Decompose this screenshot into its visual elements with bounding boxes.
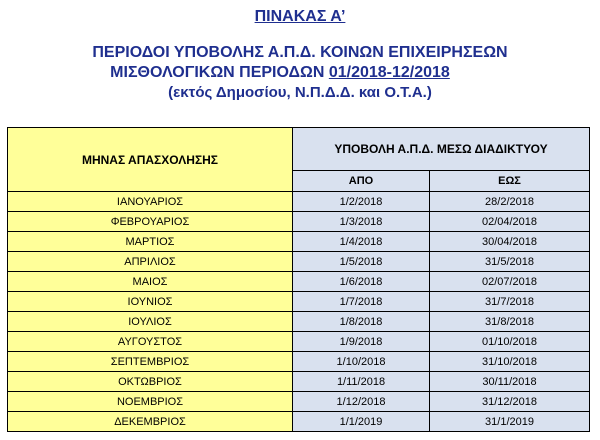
- month-cell: ΜΑΡΤΙΟΣ: [8, 232, 293, 252]
- from-date-cell: 1/4/2018: [293, 232, 430, 252]
- from-date-cell: 1/5/2018: [293, 252, 430, 272]
- heading-line-2: [0, 63, 600, 83]
- table-row: [8, 292, 590, 312]
- from-date-cell: 1/9/2018: [293, 332, 430, 352]
- table-row: [8, 372, 590, 392]
- table-row: [8, 252, 590, 272]
- table-row: [8, 352, 590, 372]
- column-header-to: ΕΩΣ: [430, 171, 590, 192]
- month-cell: ΙΟΥΝΙΟΣ: [8, 292, 293, 312]
- to-date-cell: 31/12/2018: [430, 392, 590, 412]
- month-cell: ΝΟΕΜΒΡΙΟΣ: [8, 392, 293, 412]
- to-date-cell: 31/7/2018: [430, 292, 590, 312]
- to-date-cell: 02/04/2018: [430, 212, 590, 232]
- heading-line-3: (εκτός Δημοσίου, Ν.Π.Δ.Δ. και Ο.Τ.Α.): [168, 84, 432, 101]
- month-cell: ΙΑΝΟΥΑΡΙΟΣ: [8, 192, 293, 212]
- to-date-cell: 31/10/2018: [430, 352, 590, 372]
- month-cell: ΜΑΙΟΣ: [8, 272, 293, 292]
- month-cell: ΦΕΒΡΟΥΑΡΙΟΣ: [8, 212, 293, 232]
- to-date-cell: 30/04/2018: [430, 232, 590, 252]
- from-date-cell: 1/2/2018: [293, 192, 430, 212]
- from-date-cell: 1/8/2018: [293, 312, 430, 332]
- table-row: [8, 232, 590, 252]
- from-date-cell: 1/3/2018: [293, 212, 430, 232]
- heading-line-2-prefix: ΜΙΣΘΟΛΟΓΙΚΩΝ ΠΕΡΙΟΔΩΝ: [110, 64, 329, 81]
- from-date-cell: 1/6/2018: [293, 272, 430, 292]
- from-date-cell: 1/12/2018: [293, 392, 430, 412]
- to-date-cell: 01/10/2018: [430, 332, 590, 352]
- to-date-cell: 28/2/2018: [430, 192, 590, 212]
- table-body: [8, 192, 590, 432]
- month-cell: ΑΠΡΙΛΙΟΣ: [8, 252, 293, 272]
- table-row: [8, 332, 590, 352]
- month-cell: ΔΕΚΕΜΒΡΙΟΣ: [8, 412, 293, 432]
- table-row: [8, 392, 590, 412]
- table-row: [8, 212, 590, 232]
- from-date-cell: 1/11/2018: [293, 372, 430, 392]
- heading-line-1: ΠΕΡΙΟΔΟΙ ΥΠΟΒΟΛΗΣ Α.Π.Δ. ΚΟΙΝΩΝ ΕΠΙΧΕΙΡΗΣΕΩΝ: [92, 44, 508, 61]
- to-date-cell: 02/07/2018: [430, 272, 590, 292]
- table-row: [8, 192, 590, 212]
- to-date-cell: 31/5/2018: [430, 252, 590, 272]
- table-label-text: ΠΙΝΑΚΑΣ Α’: [254, 8, 346, 25]
- column-header-from: ΑΠΟ: [293, 171, 430, 192]
- column-header-month: ΜΗΝΑΣ ΑΠΑΣΧΟΛΗΣΗΣ: [8, 128, 293, 192]
- submission-periods-table: [7, 127, 590, 432]
- table-row: [8, 272, 590, 292]
- header-row-1: [8, 128, 590, 171]
- document-heading: [0, 43, 600, 103]
- table-header: [8, 128, 590, 192]
- from-date-cell: 1/10/2018: [293, 352, 430, 372]
- from-date-cell: 1/1/2019: [293, 412, 430, 432]
- heading-period: 01/2018-12/2018: [328, 64, 450, 81]
- from-date-cell: 1/7/2018: [293, 292, 430, 312]
- month-cell: ΑΥΓΟΥΣΤΟΣ: [8, 332, 293, 352]
- to-date-cell: 30/11/2018: [430, 372, 590, 392]
- to-date-cell: 31/1/2019: [430, 412, 590, 432]
- month-cell: ΣΕΠΤΕΜΒΡΙΟΣ: [8, 352, 293, 372]
- to-date-cell: 31/8/2018: [430, 312, 590, 332]
- table-label: [0, 8, 600, 26]
- month-cell: ΙΟΥΛΙΟΣ: [8, 312, 293, 332]
- column-header-submit: ΥΠΟΒΟΛΗ Α.Π.Δ. ΜΕΣΩ ΔΙΑΔΙΚΤΥΟΥ: [293, 128, 590, 171]
- table-row: [8, 312, 590, 332]
- month-cell: ΟΚΤΩΒΡΙΟΣ: [8, 372, 293, 392]
- table-row: [8, 412, 590, 432]
